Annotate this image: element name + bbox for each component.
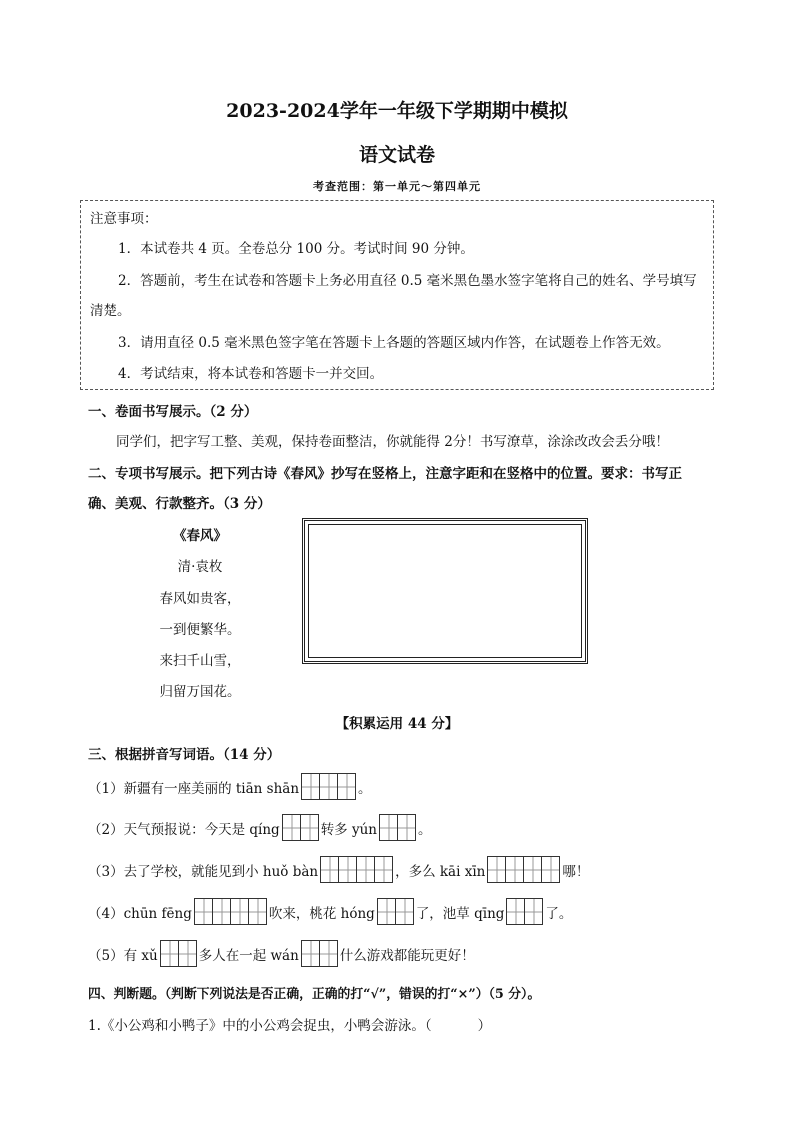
answer-grid-tianshan[interactable] (301, 773, 356, 800)
grid-cell[interactable] (377, 898, 396, 925)
q3-prefix: （3）去了学校，就能见到小 huǒ bàn (88, 863, 319, 880)
grid-cell[interactable] (320, 856, 339, 883)
notice-item-1: 1．本试卷共 4 页。全卷总分 100 分。考试时间 90 分钟。 (118, 241, 474, 257)
grid-cell[interactable] (337, 773, 356, 800)
exam-scope: 考查范围：第一单元～第四单元 (313, 180, 481, 193)
grid-cell[interactable] (301, 773, 320, 800)
grid-cell[interactable] (338, 856, 357, 883)
q4-mid2: 了，池草 qīng (415, 905, 505, 922)
question-3-4 (88, 898, 572, 925)
poem-line-2: 一到便繁华。 (159, 622, 241, 638)
notice-heading: 注意事项： (90, 211, 158, 227)
grid-cell[interactable] (212, 898, 231, 925)
answer-grid-kaixin[interactable] (487, 856, 560, 883)
q2-mid: 转多 yún (320, 821, 377, 838)
q1-prefix: （1）新疆有一座美丽的 tiān shān (88, 780, 300, 797)
part-label: 【积累运用 44 分】 (335, 716, 459, 732)
poem-writing-box[interactable] (302, 518, 588, 664)
grid-cell[interactable] (506, 898, 525, 925)
section4-heading: 四、判断题。（判断下列说法是否正确，正确的打“√”，错误的打“×”）（5 分）。 (88, 987, 541, 1002)
grid-cell[interactable] (230, 898, 249, 925)
grid-cell[interactable] (505, 856, 524, 883)
answer-grid-xu[interactable] (160, 940, 197, 967)
grid-cell[interactable] (524, 898, 543, 925)
grid-cell[interactable] (523, 856, 542, 883)
answer-grid-huoban[interactable] (320, 856, 393, 883)
grid-cell[interactable] (356, 856, 375, 883)
q2-suffix: 。 (418, 821, 432, 838)
answer-grid-chunfeng[interactable] (194, 898, 267, 925)
q5-mid: 多人在一起 wán (198, 947, 299, 964)
poem-line-1: 春风如贵客， (159, 591, 241, 607)
answer-grid-hong[interactable] (377, 898, 414, 925)
grid-cell[interactable] (395, 898, 414, 925)
section2-heading-line1: 二、专项书写展示。把下列古诗《春风》抄写在竖格上，注意字距和在竖格中的位置。要求：书写正 (88, 466, 682, 482)
section1-text: 同学们，把字写工整、美观，保持卷面整洁，你就能得 2分！书写潦草，涂涂改改会丢分哦！ (116, 434, 669, 450)
question-3-1 (88, 773, 372, 800)
answer-grid-qing2[interactable] (506, 898, 543, 925)
question-3-2 (88, 814, 432, 841)
q5-suffix: 什么游戏都能玩更好！ (339, 947, 475, 964)
judge-q1-text: 1.《小公鸡和小鸭子》中的小公鸡会捉虫，小鸭会游泳。（ (88, 1018, 432, 1034)
exam-subtitle: 语文试卷 (358, 144, 435, 166)
q1-suffix: 。 (358, 780, 372, 797)
exam-title: 2023-2024学年一年级下学期期中模拟 (226, 100, 568, 122)
answer-grid-qing[interactable] (282, 814, 319, 841)
q4-prefix: （4）chūn fēng (88, 905, 192, 922)
q2-prefix: （2）天气预报说：今天是 qíng (88, 821, 280, 838)
section2-heading-line2: 确、美观、行款整齐。（3 分） (88, 496, 271, 512)
grid-cell[interactable] (301, 940, 320, 967)
notice-box (80, 200, 714, 390)
grid-cell[interactable] (541, 856, 560, 883)
question-3-5 (88, 940, 475, 967)
notice-item-3: 3．请用直径 0.5 毫米黑色签字笔在答题卡上各题的答题区域内作答，在试题卷上作答无效。 (118, 335, 670, 351)
grid-cell[interactable] (379, 814, 398, 841)
q3-suffix: 哪！ (562, 863, 590, 880)
grid-cell[interactable] (319, 773, 338, 800)
notice-item-2: 2．答题前，考生在试卷和答题卡上务必用直径 0.5 毫米黑色墨水签字笔将自己的姓名、学号填写 (118, 273, 697, 289)
answer-grid-yun[interactable] (379, 814, 416, 841)
question-3-3 (88, 856, 589, 883)
q4-suffix: 了。 (545, 905, 573, 922)
grid-cell[interactable] (397, 814, 416, 841)
poem-line-4: 归留万国花。 (159, 684, 241, 700)
q3-mid: ，多么 kāi xīn (395, 863, 486, 880)
section1-heading: 一、卷面书写展示。（2 分） (88, 404, 258, 420)
poem-title: 《春风》 (173, 528, 227, 544)
poem-author: 清·袁枚 (177, 559, 223, 575)
grid-cell[interactable] (178, 940, 197, 967)
notice-item-4: 4．考试结束，将本试卷和答题卡一并交回。 (118, 366, 384, 382)
grid-cell[interactable] (487, 856, 506, 883)
q5-prefix: （5）有 xǔ (88, 947, 158, 964)
grid-cell[interactable] (282, 814, 301, 841)
grid-cell[interactable] (300, 814, 319, 841)
grid-cell[interactable] (248, 898, 267, 925)
grid-cell[interactable] (319, 940, 338, 967)
judge-q1-close: ） (477, 1018, 492, 1034)
answer-grid-wan[interactable] (301, 940, 338, 967)
grid-cell[interactable] (194, 898, 213, 925)
notice-item-2-cont: 清楚。 (90, 303, 131, 319)
grid-cell[interactable] (160, 940, 179, 967)
section4-q1 (88, 1014, 491, 1034)
grid-cell[interactable] (374, 856, 393, 883)
poem-line-3: 来扫千山雪， (159, 653, 241, 669)
q4-mid1: 吹来，桃花 hóng (268, 905, 375, 922)
section3-heading: 三、根据拼音写词语。（14 分） (88, 747, 281, 763)
